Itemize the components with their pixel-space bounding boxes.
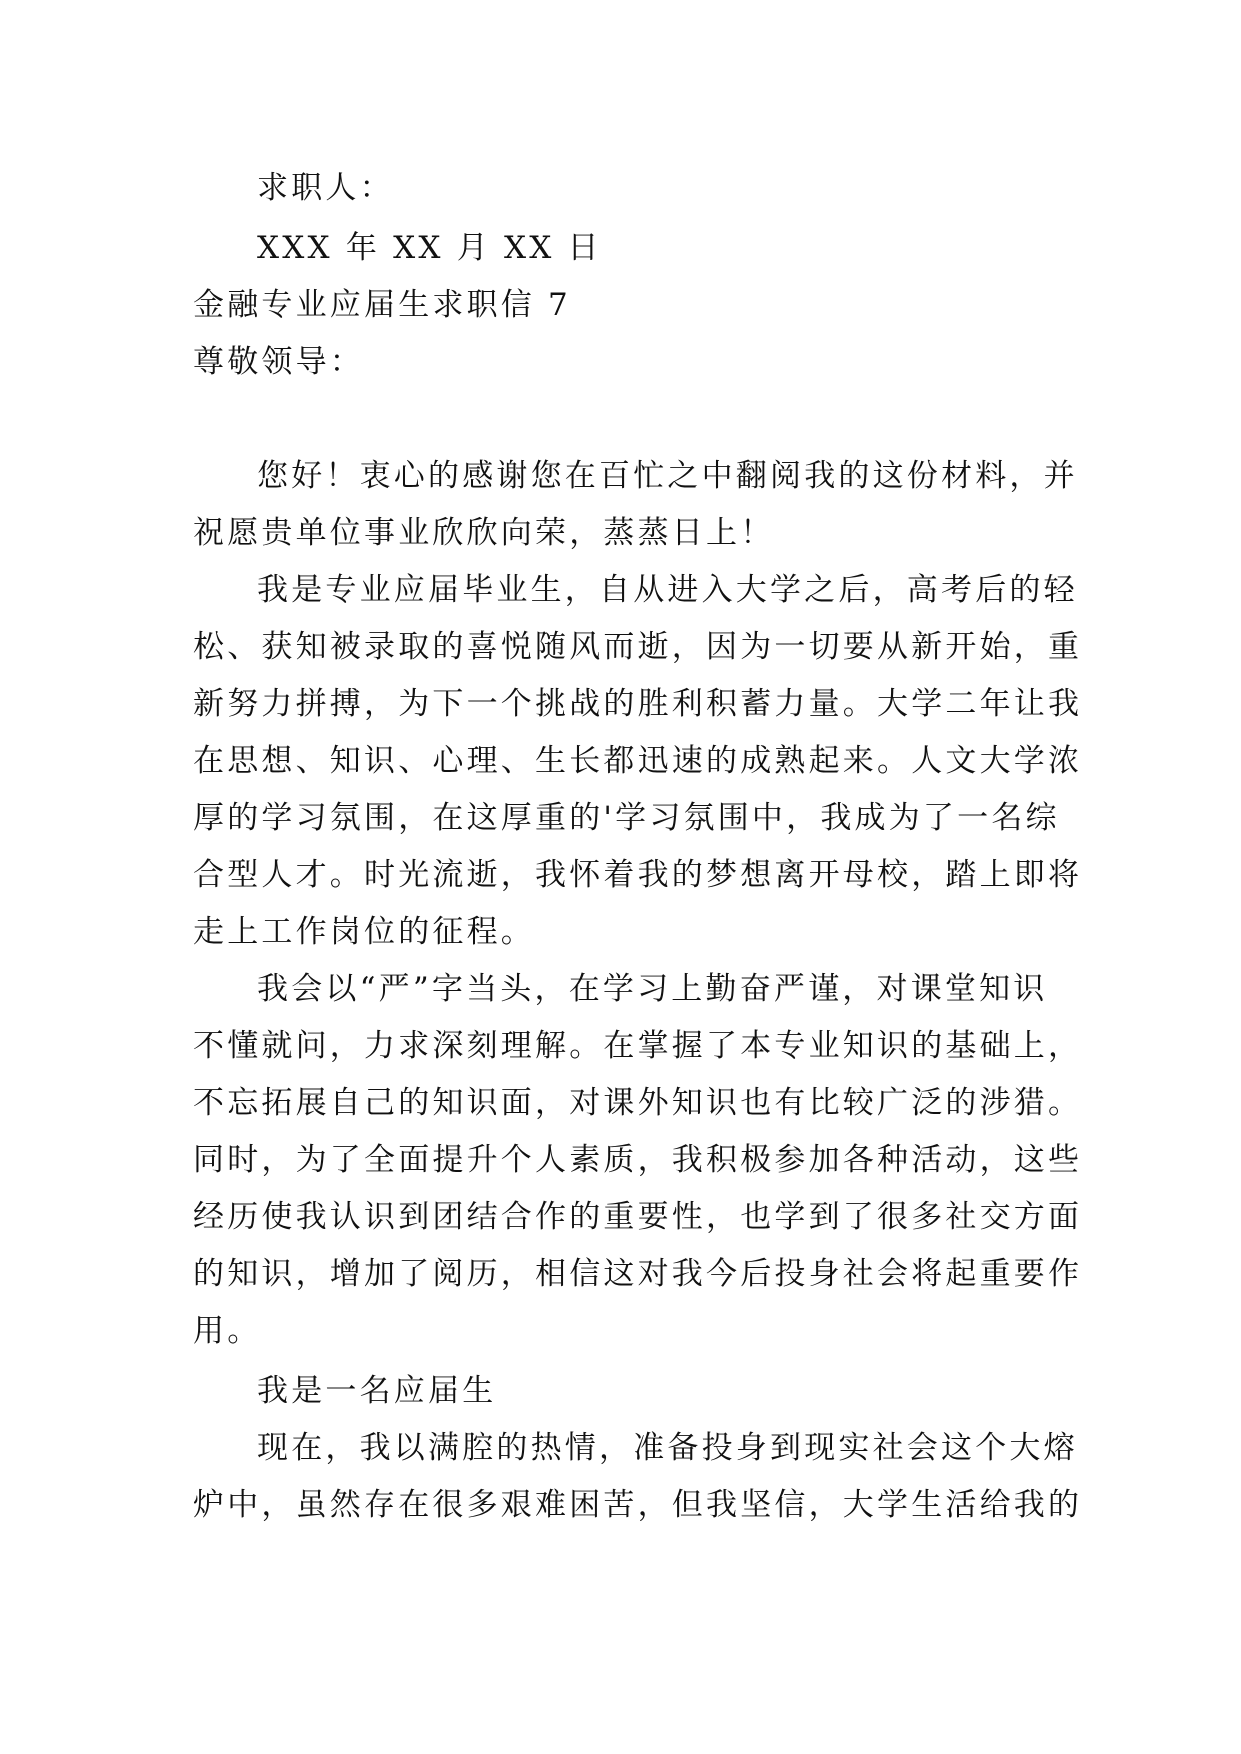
paragraph-line: 同时，为了全面提升个人素质，我积极参加各种活动，这些 [193, 1142, 1083, 1178]
signature-date: XXX 年 XX 月 XX 日 [257, 230, 602, 266]
paragraph-line: 用。 [193, 1313, 262, 1349]
paragraph-line: 我会以“严”字当头，在学习上勤奋严谨，对课堂知识 [257, 971, 1048, 1007]
paragraph-line: 我是一名应届生 [257, 1373, 497, 1409]
paragraph-line: 您好！衷心的感谢您在百忙之中翻阅我的这份材料，并 [257, 458, 1078, 494]
paragraph-line: 合型人才。时光流逝，我怀着我的梦想离开母校，踏上即将 [193, 857, 1083, 893]
paragraph-line: 走上工作岗位的征程。 [193, 914, 535, 950]
paragraph-line: 松、获知被录取的喜悦随风而逝，因为一切要从新开始，重 [193, 629, 1083, 665]
paragraph-line: 的知识，增加了阅历，相信这对我今后投身社会将起重要作 [193, 1256, 1083, 1292]
paragraph-line: 我是专业应届毕业生，自从进入大学之后，高考后的轻 [257, 572, 1078, 608]
paragraph-line: 不懂就问，力求深刻理解。在掌握了本专业知识的基础上， [193, 1028, 1083, 1064]
letter-title: 金融专业应届生求职信 7 [193, 287, 571, 323]
paragraph-line: 经历使我认识到团结合作的重要性，也学到了很多社交方面 [193, 1199, 1083, 1235]
paragraph-line: 现在，我以满腔的热情，准备投身到现实社会这个大熔 [257, 1430, 1078, 1466]
paragraph-line: 炉中，虽然存在很多艰难困苦，但我坚信，大学生活给我的 [193, 1487, 1083, 1523]
paragraph-line: 祝愿贵单位事业欣欣向荣，蒸蒸日上！ [193, 515, 775, 551]
applicant-label: 求职人： [257, 170, 394, 206]
paragraph-line: 不忘拓展自己的知识面，对课外知识也有比较广泛的涉猎。 [193, 1085, 1083, 1121]
salutation: 尊敬领导： [193, 344, 364, 380]
paragraph-line: 在思想、知识、心理、生长都迅速的成熟起来。人文大学浓 [193, 743, 1083, 779]
paragraph-line: 厚的学习氛围，在这厚重的'学习氛围中，我成为了一名综 [193, 800, 1060, 836]
paragraph-line: 新努力拼搏，为下一个挑战的胜利积蓄力量。大学二年让我 [193, 686, 1083, 722]
